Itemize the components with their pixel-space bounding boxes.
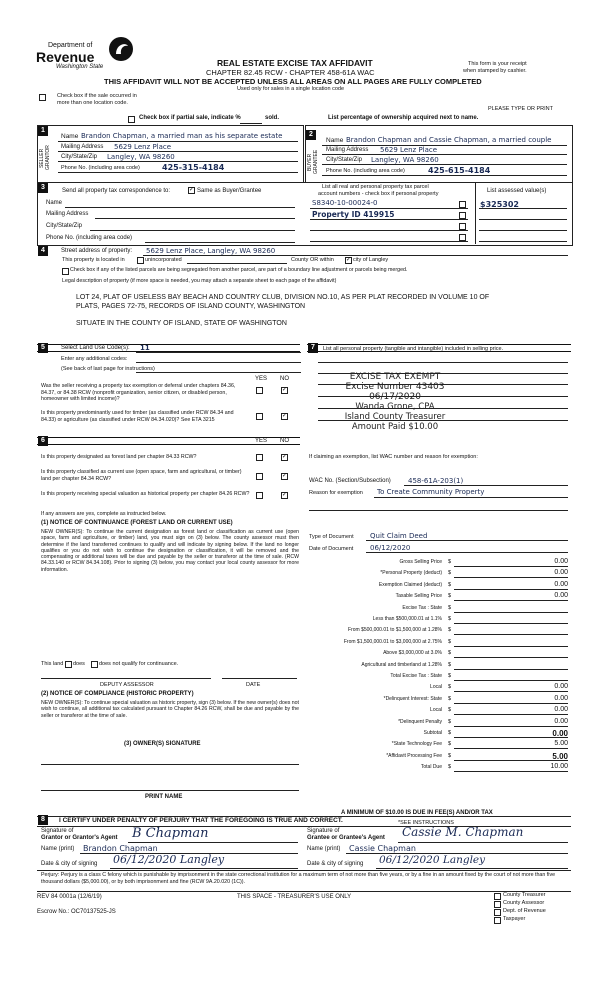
exempt-stamp	[320, 372, 470, 434]
if-yes-note: If any answers are yes, complete as instructed below.	[41, 511, 167, 517]
seller-addr-label: Mailing Address	[61, 144, 104, 150]
fee-label: Exemption Claimed (deduct)	[378, 582, 442, 588]
dor-wa-state: Washington State	[56, 64, 104, 70]
certify-statement: I CERTIFY UNDER PENALTY OF PERJURY THAT THE FOREGOING IS TRUE AND CORRECT.	[59, 817, 343, 824]
stamp-line-1: EXCISE TAX EXEMPT	[349, 372, 441, 382]
land-does-not-checkbox[interactable]	[91, 661, 98, 668]
doc-type-label: Type of Document	[309, 534, 354, 540]
county-or-label: County OR within	[291, 257, 334, 263]
grantee-date-line	[376, 868, 568, 869]
stamp-line-4: Wanda Grone, CPA	[355, 402, 435, 412]
grantor-sig-line	[128, 842, 298, 843]
not-accepted-warning: THIS AFFIDAVIT WILL NOT BE ACCEPTED UNLESS ALL AREAS ON ALL PAGES ARE FULLY COMPLETED	[104, 77, 482, 86]
corr-name-label: Name	[46, 200, 63, 206]
doc-date-label: Date of Document	[309, 546, 354, 552]
owner-sig-line-1[interactable]	[41, 764, 299, 765]
city-of-label: city of Langley	[353, 257, 389, 263]
dor-dept-of: Department of	[48, 42, 93, 49]
city-checkbox[interactable]: ✓	[346, 257, 352, 263]
seller-city-value[interactable]: Langley, WA 98260	[107, 153, 175, 161]
fee-label: Total Excise Tax : State	[390, 673, 442, 679]
multi-location-label-1: Check box if the sale occurred in	[57, 93, 137, 99]
fee-line	[454, 748, 568, 749]
sec5-q2-no-checkbox[interactable]: ✓	[282, 413, 288, 419]
dist-taxpayer: Taxpayer	[503, 916, 526, 922]
doc-type-line	[366, 540, 568, 541]
fee-label: Gross Selling Price	[399, 559, 442, 565]
corr-city-line[interactable]	[90, 230, 295, 231]
fee-dollar-sign: $	[448, 650, 452, 656]
legal-desc-label: Legal description of property (if more space is needed, you may attach a separate sheet to each page of the affidavit)	[62, 278, 337, 284]
section-2-badge: 2	[306, 130, 316, 140]
parcel-3-line	[310, 230, 468, 231]
assessed-1-value[interactable]: $325302	[480, 200, 519, 209]
legal-desc-line-1: LOT 24, PLAT OF USELESS BAY BEACH AND COUNTRY CLUB, DIVISION NO.10, AS PER PLAT RECORDED IN VOLUME 10 OF	[76, 294, 490, 301]
grantee-date-value[interactable]: 06/12/2020 Langley	[379, 854, 486, 866]
sec6-q1-text: Is this property designated as forest land per chapter 84.33 RCW?	[41, 454, 197, 460]
fee-label: Subtotal	[423, 730, 442, 736]
print-name-label: PRINT NAME	[145, 794, 183, 800]
corr-name-line[interactable]	[65, 207, 295, 208]
parcel-head-1: List all real and personal property tax parcel	[322, 184, 429, 190]
used-only-note: Used only for sales in a single location code	[237, 86, 345, 92]
wac-label: WAC No. (Section/Subsection)	[309, 478, 391, 484]
additional-codes-line[interactable]	[136, 362, 301, 363]
buyer-city-value[interactable]: Langley, WA 98260	[371, 156, 439, 164]
fee-dollar-sign: $	[448, 616, 452, 622]
sec6-q2-yes-checkbox[interactable]	[256, 473, 263, 480]
grantee-name-label: Name (print)	[307, 846, 341, 852]
fee-value[interactable]: 0.00	[554, 683, 568, 690]
fee-value[interactable]: 0.00	[554, 718, 568, 725]
buyer-phone-line	[322, 175, 567, 176]
deputy-assessor-label: DEPUTY ASSESSOR	[100, 682, 154, 688]
fee-dollar-sign: $	[448, 605, 452, 611]
multi-location-label-2: more than one location code.	[57, 100, 128, 106]
fee-dollar-sign: $	[448, 753, 452, 759]
grantee-sig-label-2: Grantee or Grantee's Agent	[307, 835, 385, 841]
doc-date-value[interactable]: 06/12/2020	[370, 544, 411, 552]
please-type: PLEASE TYPE OR PRINT	[488, 106, 554, 112]
seller-phone-label: Phone No. (including area code)	[61, 165, 140, 171]
section-5-badge: 5	[38, 343, 48, 353]
wac-value[interactable]: 458-61A-203(1)	[408, 477, 464, 485]
stamp-line-6: Amount Paid $10.00	[351, 422, 439, 432]
ownership-pct-note: List percentage of ownership acquired next to name.	[328, 115, 479, 121]
assessed-2-line	[479, 219, 567, 220]
sec6-q1-yes-checkbox[interactable]	[256, 454, 263, 461]
dist-taxpayer-checkbox[interactable]	[494, 917, 501, 924]
fee-value[interactable]: 0.00	[554, 706, 568, 713]
pp-line-1[interactable]	[318, 362, 568, 363]
grantor-sig-label-1: Signature of	[41, 828, 74, 834]
parcel-1-personal-checkbox[interactable]	[459, 201, 466, 208]
notice1-text: NEW OWNER(S): To continue the current designation as forest land or classification as current use (open space, farm and agriculture, or timber) land, you must sign on (3) below. The county assessor must then determine if the land transferred continues to qualify and will indicate by signing below. If the land no longer qualifies or you do not wish to continue the designation or classification, it will be removed and the compensating or additional taxes will be due and payable by the seller or transferor at the time of sale. (RCW 84.33.140 or RCW 84.34.108). Prior to signing (3) below, you may contact your local county assessor for more information.	[41, 529, 299, 573]
buyer-side-label: BUYER GRANTEE	[307, 149, 319, 175]
street-line	[143, 255, 568, 256]
notice2-text: NEW OWNER(S): To continue special valuation as historic property, sign (3) below. If the new owner(s) does not wish to continue, all additional tax calculated pursuant to Chapter 84.26 RCW, shall be due and payable by the seller or transferor at the time of sale.	[41, 700, 299, 719]
reason-line-2[interactable]	[309, 510, 568, 511]
sec5-q1-text: Was the seller receiving a property tax exemption or deferral under chapters 84.36, 84.37, or 84.38 RCW (nonprofit organization, senior citizen, or disabled person, homeowner with limited income)?	[41, 383, 236, 402]
sec6-q3-yes-checkbox[interactable]	[256, 492, 263, 499]
fee-line	[454, 669, 568, 670]
fee-line	[454, 612, 568, 613]
buyer-addr-label: Mailing Address	[326, 147, 369, 153]
unincorporated-label: unincorporated	[145, 257, 182, 263]
grantee-signature[interactable]: Cassie M. Chapman	[402, 825, 524, 839]
fee-label: Total Due	[420, 764, 442, 770]
buyer-name-label: Name	[326, 137, 344, 144]
dor-logo-swirl-icon	[108, 36, 134, 62]
fee-line	[454, 657, 568, 658]
grantee-sig-label-1: Signature of	[307, 828, 340, 834]
buyer-addr-value[interactable]: 5629 Lenz Place	[380, 146, 438, 154]
minimum-due-note: A MINIMUM OF $10.00 IS DUE IN FEE(S) AND/OR TAX	[341, 810, 493, 816]
fee-line	[454, 680, 568, 681]
dist-dept-revenue: Dept. of Revenue	[503, 908, 546, 914]
seller-phone-value[interactable]: 425-315-4184	[162, 163, 225, 172]
fee-dollar-sign: $	[448, 696, 452, 702]
fee-dollar-sign: $	[448, 559, 452, 565]
buyer-phone-label: Phone No. (including area code)	[326, 168, 405, 174]
fee-value[interactable]: 0.00	[554, 695, 568, 702]
grantor-name-value[interactable]: Brandon Chapman	[83, 844, 158, 853]
dist-county-treasurer-checkbox[interactable]	[494, 893, 501, 900]
grantor-sig-label-2: Grantor or Grantor's Agent	[41, 835, 118, 841]
seller-name-value[interactable]: Brandon Chapman, a married man as his separate estate	[81, 132, 283, 140]
sec6-q3-no-checkbox[interactable]: ✓	[282, 492, 288, 498]
fee-dollar-sign: $	[448, 719, 452, 725]
section-4-badge: 4	[38, 246, 48, 256]
fee-line	[454, 577, 568, 578]
fee-label: *Affidavit Processing Fee	[386, 753, 442, 759]
street-value[interactable]: 5629 Lenz Place, Langley, WA 98260	[146, 247, 276, 255]
wac-line	[404, 485, 568, 486]
fee-value[interactable]: 0.00	[554, 581, 568, 588]
buyer-name-line	[322, 145, 567, 146]
parcel-3-personal-checkbox[interactable]	[459, 223, 466, 230]
fee-label: Taxable Selling Price	[395, 593, 442, 599]
fee-dollar-sign: $	[448, 593, 452, 599]
section-3-badge: 3	[38, 183, 48, 193]
corr-addr-line[interactable]	[95, 218, 295, 219]
owner-sig-line-2[interactable]	[41, 790, 299, 791]
dist-county-treasurer: County Treasurer	[503, 892, 546, 898]
fee-value[interactable]: 0.00	[554, 592, 568, 599]
fee-line	[454, 703, 568, 704]
legal-desc-line-2: PLATS, PAGES 72-75, RECORDS OF ISLAND COUNTY, WASHINGTON	[76, 303, 306, 310]
receipt-note-1: This form is your receipt	[468, 61, 527, 67]
fee-dollar-sign: $	[448, 673, 452, 679]
section-7-badge: 7	[308, 343, 318, 353]
fee-dollar-sign: $	[448, 582, 452, 588]
sec5-q2-text: Is this property predominantly used for timber (as classified under RCW 84.34 and 84.33) or agriculture (as classified under RCW 84.34.020)? See ETA 3215	[41, 410, 234, 423]
fee-dollar-sign: $	[448, 741, 452, 747]
sec6-yes-head: YES	[255, 438, 268, 444]
fee-label: Local	[430, 707, 442, 713]
buyer-name-value[interactable]: Brandon Chapman and Cassie Chapman, a married couple	[346, 136, 552, 144]
sec6-q2-text: Is this property classified as current use (open space, farm and agricultural, or timber) land per chapter 84.34 RCW?	[41, 469, 242, 482]
fee-dollar-sign: $	[448, 764, 452, 770]
owner-sig-label: (3) OWNER(S) SIGNATURE	[124, 741, 201, 747]
fee-label: *Personal Property (deduct)	[380, 570, 442, 576]
legal-desc-line-3: SITUATE IN THE COUNTY OF ISLAND, STATE OF WASHINGTON	[76, 320, 287, 327]
fee-line	[454, 623, 568, 624]
parcel-4-line	[310, 241, 468, 242]
parcel-2-value[interactable]: Property ID 419915	[312, 210, 395, 219]
fee-line	[454, 600, 568, 601]
sec5-q2-yes-checkbox[interactable]	[256, 413, 263, 420]
escrow-number: Escrow No.: OC70137525-JS	[37, 909, 116, 915]
fee-label: Excise Tax : State	[402, 605, 442, 611]
fee-dollar-sign: $	[448, 639, 452, 645]
form-chapter: CHAPTER 82.45 RCW - CHAPTER 458-61A WAC	[206, 68, 375, 77]
fee-value[interactable]: 5.00	[552, 752, 568, 761]
multi-location-checkbox[interactable]	[39, 94, 46, 101]
sec5-no-head: NO	[280, 376, 289, 382]
sec5-q1-yes-checkbox[interactable]	[256, 387, 263, 394]
stamp-line-2: Excise Number 43403	[345, 382, 445, 392]
fee-line	[454, 589, 568, 590]
land-use-line	[136, 352, 301, 353]
parcel-1-line	[310, 208, 468, 209]
assessed-3-line	[479, 230, 567, 231]
located-in-label: This property is located in	[62, 257, 125, 263]
seller-name-line	[58, 141, 298, 142]
form-title: REAL ESTATE EXCISE TAX AFFIDAVIT	[217, 58, 373, 68]
receipt-note-2: when stamped by cashier.	[463, 68, 527, 74]
land-does-not-text: does not qualify for continuance.	[99, 661, 179, 667]
sec6-q3-text: Is this property receiving special valuation as historical property per chapter 84.26 RCW?	[41, 491, 250, 497]
see-back-label: (See back of last page for instructions)	[61, 366, 155, 372]
fee-line	[454, 566, 568, 567]
partial-sale-sold: sold.	[265, 115, 280, 121]
seller-addr-value[interactable]: 5629 Lenz Place	[114, 143, 172, 151]
assessed-4-line	[479, 241, 567, 242]
corr-addr-label: Mailing Address	[46, 211, 89, 217]
rev-number: REV 84 0001a (12/6/19)	[37, 894, 102, 900]
seller-phone-line	[58, 172, 298, 173]
county-line[interactable]	[187, 263, 287, 264]
partial-sale-label: Check box if partial sale, indicate %	[139, 115, 241, 121]
section-1-badge: 1	[38, 126, 48, 136]
buyer-city-line	[322, 164, 567, 165]
dor-logo	[36, 36, 146, 72]
fee-dollar-sign: $	[448, 627, 452, 633]
unincorporated-checkbox[interactable]	[137, 257, 144, 264]
deputy-sig-line[interactable]	[41, 678, 211, 679]
reason-value[interactable]: To Create Community Property	[377, 488, 485, 496]
fee-value[interactable]: 5.00	[554, 740, 568, 747]
fee-label: From $1,500,000.01 to $3,000,000 at 2.75%	[343, 639, 442, 645]
fee-line	[454, 714, 568, 715]
land-does-checkbox[interactable]	[65, 661, 72, 668]
fee-value[interactable]: 0.00	[554, 558, 568, 565]
grantor-signature[interactable]: B Chapman	[132, 826, 209, 841]
fee-label: Agricultural and timberland at 1.28%	[361, 662, 442, 668]
fee-label: Local	[430, 684, 442, 690]
seller-city-line	[58, 161, 298, 162]
fee-label: *Delinquent Penalty	[398, 719, 442, 725]
seller-city-label: City/State/Zip	[61, 154, 98, 160]
grantor-date-line	[110, 868, 298, 869]
parcel-4-personal-checkbox[interactable]	[459, 234, 466, 241]
treasurer-use-only: THIS SPACE - TREASURER'S USE ONLY	[237, 894, 352, 900]
corr-phone-label: Phone No. (including area code)	[46, 235, 133, 241]
assessed-column	[475, 182, 572, 244]
corr-city-label: City/State/Zip	[46, 223, 83, 229]
stamp-line-3: 06/17/2020	[369, 392, 421, 402]
grantee-date-label: Date & city of signing	[307, 861, 364, 867]
fee-dollar-sign: $	[448, 570, 452, 576]
sec5-yes-head: YES	[255, 376, 268, 382]
fee-label: Less than $500,000.01 at 1.1%	[372, 616, 442, 622]
dist-county-assessor-checkbox[interactable]	[494, 901, 501, 908]
dor-revenue: Revenue	[36, 49, 95, 65]
corr-phone-line[interactable]	[145, 242, 295, 243]
claiming-exemption-label: If claiming an exemption, list WAC number and reason for exemption:	[309, 454, 478, 460]
reason-line	[374, 497, 568, 498]
fee-label: *Delinquent Interest: State	[383, 696, 442, 702]
fee-label: Above $3,000,000 at 3.0%	[383, 650, 442, 656]
sec5-q1-no-checkbox[interactable]: ✓	[282, 387, 288, 393]
fee-dollar-sign: $	[448, 730, 452, 736]
see-back-line	[136, 372, 301, 373]
buyer-phone-value[interactable]: 425-615-4184	[428, 166, 491, 175]
segregated-label: Check box if any of the listed parcels are being segregated from another parcel, are part of a boundary line adjustment or parcels being merged.	[70, 267, 408, 273]
fee-line	[454, 646, 568, 647]
seller-side-label: SELLER GRANTOR	[39, 145, 51, 171]
grantee-name-value[interactable]: Cassie Chapman	[349, 844, 416, 853]
fee-line	[454, 726, 568, 727]
land-does-label: This land	[41, 661, 64, 667]
notice2-title: (2) NOTICE OF COMPLIANCE (HISTORIC PROPERTY)	[41, 691, 194, 697]
assessed-head: List assessed value(s)	[487, 188, 547, 194]
partial-sale-pct-field[interactable]	[240, 123, 262, 124]
parcel-1-value[interactable]: S8340-10-00024-0	[312, 199, 378, 207]
fee-value[interactable]: 0.00	[554, 569, 568, 576]
fee-dollar-sign: $	[448, 707, 452, 713]
land-use-value[interactable]: 11	[140, 344, 150, 352]
parcel-head-2: account numbers - check box if personal property	[318, 191, 439, 197]
personal-property-label: List all personal property (tangible and intangible) included in selling price.	[323, 346, 504, 352]
deputy-date-label: DATE	[246, 682, 261, 688]
fee-line	[454, 771, 568, 772]
notice1-title: (1) NOTICE OF CONTINUANCE (FOREST LAND OR CURRENT USE)	[41, 520, 233, 526]
section-6-badge: 6	[38, 436, 48, 446]
grantor-name-label: Name (print)	[41, 846, 75, 852]
assessed-1-line	[479, 208, 567, 209]
fee-value[interactable]: 10.00	[550, 763, 568, 770]
see-instructions-note: *SEE INSTRUCTIONS	[398, 820, 454, 826]
reason-label: Reason for exemption	[309, 490, 363, 496]
fee-dollar-sign: $	[448, 662, 452, 668]
grantor-date-value[interactable]: 06/12/2020 Langley	[113, 853, 225, 866]
parcel-2-line	[310, 219, 468, 220]
seller-addr-line	[58, 151, 298, 152]
doc-type-value[interactable]: Quit Claim Deed	[370, 532, 428, 540]
land-use-label: Select Land Use Code(s):	[61, 345, 130, 351]
fee-label: From $500,000.01 to $1,500,000 at 1.28%	[348, 627, 442, 633]
fee-label: *State Technology Fee	[391, 741, 442, 747]
grantee-sig-line	[398, 842, 568, 843]
same-as-buyer-checkbox[interactable]: ✓	[189, 187, 195, 193]
dist-dept-revenue-checkbox[interactable]	[494, 909, 501, 916]
sec6-q1-no-checkbox[interactable]: ✓	[282, 454, 288, 460]
doc-date-line	[366, 552, 568, 553]
parcel-2-personal-checkbox[interactable]	[459, 212, 466, 219]
same-as-buyer-label: Same as Buyer/Grantee	[197, 188, 262, 194]
send-correspondence-label: Send all property tax correspondence to:	[62, 188, 171, 194]
street-label: Street address of property:	[61, 248, 133, 254]
additional-codes-label: Enter any additional codes:	[61, 356, 128, 362]
section-8-badge: 8	[38, 815, 48, 825]
dist-county-assessor: County Assessor	[503, 900, 545, 906]
partial-sale-checkbox[interactable]	[128, 116, 135, 123]
seller-name-label: Name	[61, 133, 79, 140]
buyer-addr-line	[322, 154, 567, 155]
sec6-no-head: NO	[280, 438, 289, 444]
fee-value[interactable]: 0.00	[552, 729, 568, 738]
fee-dollar-sign: $	[448, 684, 452, 690]
sec6-q2-no-checkbox[interactable]: ✓	[282, 473, 288, 479]
fee-line	[454, 691, 568, 692]
grantor-date-label: Date & city of signing	[41, 861, 98, 867]
land-does-text: does	[73, 661, 85, 667]
perjury-text: Perjury: Perjury is a class C felony which is punishable by imprisonment in the state correctional institution for a maximum term of not more than five years, or by a fine in an amount fixed by the court of not more than five thousand dollars ($5,000.00), or by both imprisonment and fine (RCW 9A.20.020 (1C)).	[41, 872, 556, 885]
buyer-city-label: City/State/Zip	[326, 157, 363, 163]
stamp-line-5: Island County Treasurer	[344, 412, 446, 422]
segregated-checkbox[interactable]	[62, 268, 69, 275]
fee-line	[454, 634, 568, 635]
